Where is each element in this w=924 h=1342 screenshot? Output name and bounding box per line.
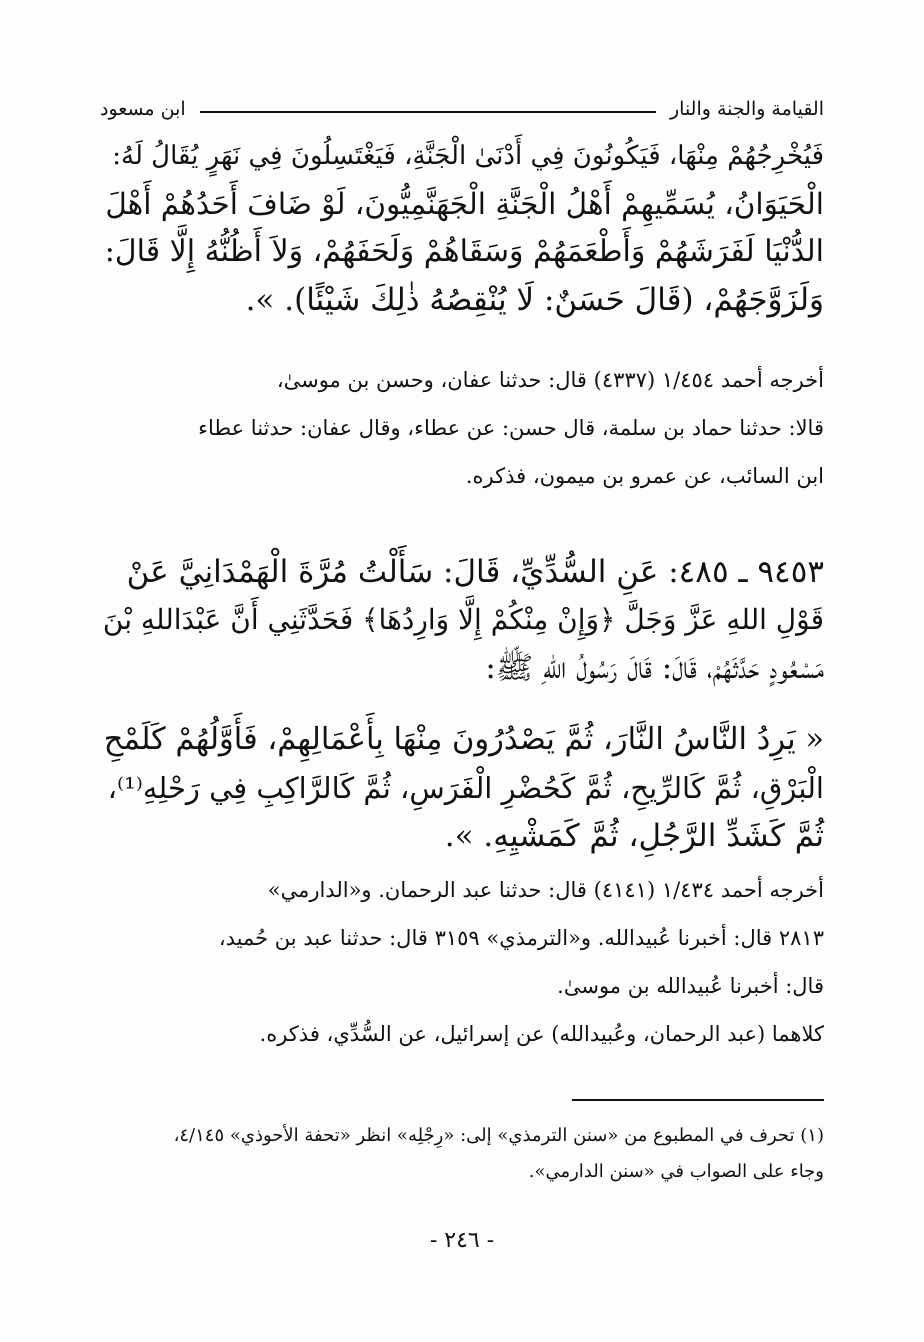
text-line: قالا: حدثنا حماد بن سلمة، قال حسن: عن عطاء، وقال عفان: حدثنا عطاء — [198, 416, 824, 440]
text-line: الدُّنْيَا لَفَرَشَهُمْ وَأَطْعَمَهُمْ وَسَقَاهُمْ وَلَحَفَهُمْ، وَلاَ أَظُنُّهُ إِلَّا قَالَ: — [104, 234, 824, 269]
text-line: مَسْعُودٍ حَدَّثَهُمْ، قَالَ: قَالَ رَسُولُ اللهِ ﷺ: — [485, 650, 824, 686]
text-line: قَوْلِ اللهِ عَزَّ وَجَلَّ ﴿وَإِنْ مِنْكُمْ إِلَّا وَارِدُهَا﴾ فَحَدَّثَنِي أَنَّ عَبْدَاللهِ بْنَ — [102, 603, 824, 636]
text-line: الْحَيَوَانُ، يُسَمِّيهِمْ أَهْلُ الْجَنَّةِ الْجَهَنَّمِيُّونَ، لَوْ ضَافَ أَحَدُهُمْ أَهْلَ — [105, 187, 824, 221]
text-line: ٢٨١٣ قال: أخبرنا عُبيدالله. و«الترمذي» ٣١٥٩ قال: حدثنا عبد بن حُميد، — [218, 926, 824, 950]
source-note-1 — [100, 356, 824, 500]
text-line: ٩٤٥٣ ـ ٤٨٥: عَنِ السُّدِّيِّ، قَالَ: سَأَلْتُ مُرَّةَ الْهَمْدَانِيَّ عَنْ — [126, 554, 824, 590]
text-line: (١) تحرف في المطبوع من «سنن الترمذي» إلى: «رِجْلِه» انظر «تحفة الأحوذي» ٤/١٤٥، — [173, 1125, 824, 1146]
header-title-right: القيامة والجنة والنار — [669, 98, 824, 120]
text-line: وَلَزَوَّجَهُمْ، (قَالَ حَسَنٌ: لَا يُنْقِصُهُ ذٰلِكَ شَيْئًا). ». — [245, 282, 824, 318]
text-line: ثُمَّ كَشَدِّ الرَّجُلِ، ثُمَّ كَمَشْيِهِ. ». — [444, 818, 824, 854]
hadith-text — [100, 716, 824, 860]
text-line: وجاء على الصواب في «سنن الدارمي». — [528, 1161, 824, 1182]
text-line: أخرجه أحمد ١/٤٥٤ (٤٣٣٧) قال: حدثنا عفان، وحسن بن موسىٰ، — [276, 368, 824, 392]
hadith-intro — [100, 548, 824, 692]
footnote — [100, 1118, 824, 1190]
text-line: أخرجه أحمد ١/٤٣٤ (٤١٤١) قال: حدثنا عبد الرحمان. و«الدارمي» — [267, 878, 824, 902]
page-number: - ٢٤٦ - — [429, 1228, 495, 1253]
text-line: الْبَرْقِ، ثُمَّ كَالرِّيحِ، ثُمَّ كَحُضْرِ الْفَرَسِ، ثُمَّ كَالرَّاكِبِ فِي رَحْلِهِ⁽¹⁾، — [107, 771, 824, 805]
text-line: فَيُخْرِجُهُمْ مِنْهَا، فَيَكُونُونَ فِي أَدْنَىٰ الْجَنَّةِ، فَيَغْتَسِلُونَ فِي نَهَرٍ يُقَالُ لَهُ: — [112, 141, 824, 171]
text-line: ابن السائب، عن عمرو بن ميمون، فذكره. — [465, 464, 824, 488]
hadith-continuation — [100, 132, 824, 324]
footnote-rule — [572, 1099, 824, 1101]
header-title-left: ابن مسعود — [100, 98, 186, 120]
text-line: قال: أخبرنا عُبيدالله بن موسىٰ. — [557, 974, 824, 998]
source-note-2 — [100, 866, 824, 1058]
text-line: كلاهما (عبد الرحمان، وعُبيدالله) عن إسرائيل، عن السُّدِّي، فذكره. — [259, 1022, 824, 1046]
running-header — [100, 92, 824, 126]
text-line: « يَرِدُ النَّاسُ النَّارَ، ثُمَّ يَصْدُرُونَ مِنْهَا بِأَعْمَالِهِمْ، فَأَوَّلُهُمْ كَلَمْحِ — [103, 722, 824, 757]
header-rule — [200, 111, 656, 113]
